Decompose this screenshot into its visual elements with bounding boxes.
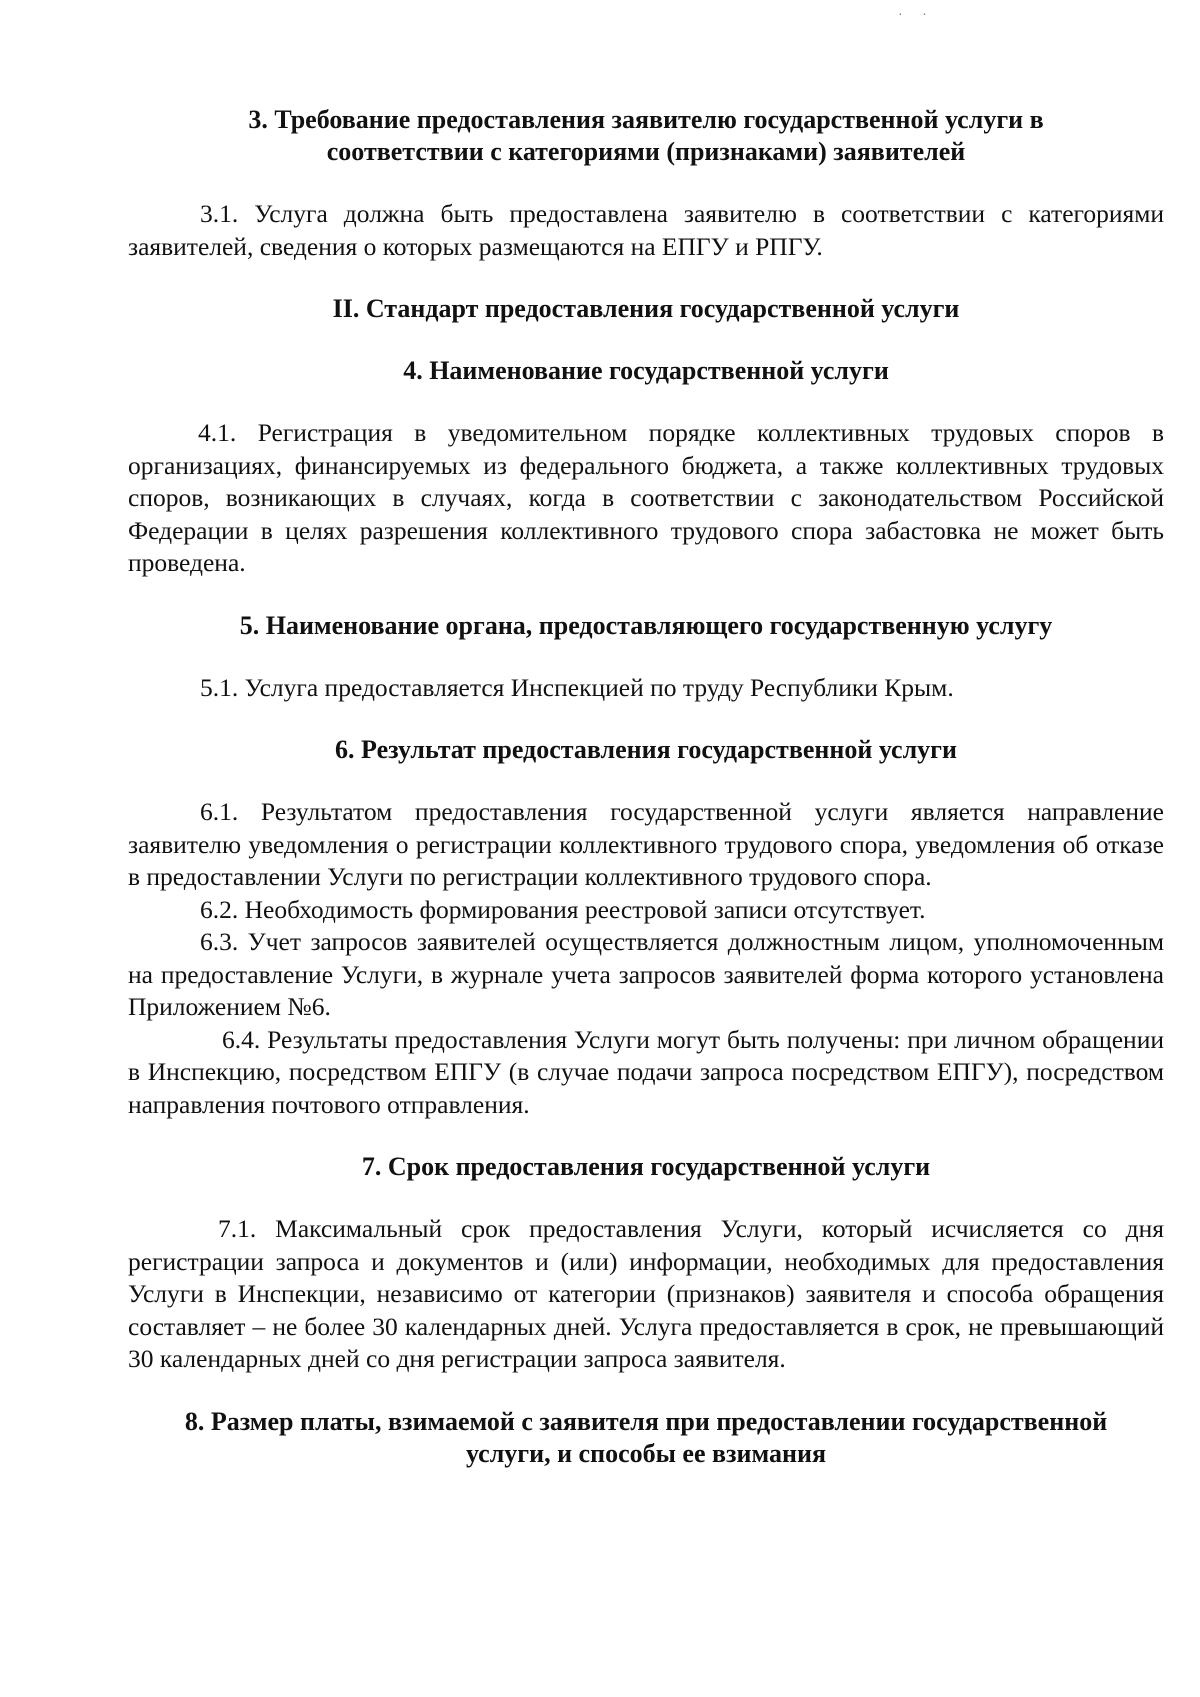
paragraph-4-1: 4.1. Регистрация в уведомительном порядке коллективных трудовых споров в организациях, финансируемых из федерального бюджета, а также коллективных трудовых споров, возникающих в случаях, когда в соответствии с законодательством Российской Федерации в целях разрешения коллективного трудового спора забастовка не может быть проведена.: [128, 418, 1164, 577]
paragraph-3-1: 3.1. Услуга должна быть предоставлена заявителю в соответствии с категориями заявителей, сведения о которых размещаются на ЕПГУ и РПГУ.: [128, 199, 1164, 261]
section-8: [128, 1406, 1164, 1470]
section-5-heading: 5. Наименование органа, предоставляющего государственную услугу: [239, 610, 1053, 640]
section-5: [128, 610, 1164, 705]
paragraph-6-3: 6.3. Учет запросов заявителей осуществляется должностным лицом, уполномоченным на предоставление Услуги, в журнале учета запросов заявителей форма которого установлена Приложением №6.: [128, 927, 1164, 1021]
section-6: [128, 734, 1164, 1121]
paragraph-6-4: 6.4. Результаты предоставления Услуги могут быть получены: при личном обращении в Инспекцию, посредством ЕПГУ (в случае подачи запроса посредством ЕПГУ), посредством направления почтового отправления.: [128, 1024, 1164, 1119]
section-7-heading: 7. Срок предоставления государственной услуги: [361, 1152, 931, 1181]
section-6-heading: 6. Результат предоставления государственной услуги: [335, 735, 957, 764]
section-4: [128, 355, 1164, 580]
paragraph-7-1: 7.1. Максимальный срок предоставления Услуги, который исчисляется со дня регистрации запроса и документов и (или) информации, необходимых для предоставления Услуги в Инспекции, независимо от категории (признаков) заявителя и способа обращения составляет – не более 30 календарных дней. Услуга предоставляется в срок, не превышающий 30 календарных дней со дня регистрации запроса заявителя.: [128, 1214, 1164, 1373]
section-3-heading-line1: 3. Требование предоставления заявителю государственной услуги в: [248, 105, 1044, 134]
section-8-heading-line1: 8. Размер платы, взимаемой с заявителя при предоставлении государственной: [184, 1406, 1108, 1436]
section-3: [128, 104, 1164, 263]
section-7: [128, 1151, 1164, 1376]
part-2-heading: II. Стандарт предоставления государственной услуги: [332, 294, 960, 323]
section-8-heading-line2: услуги, и способы ее взимания: [465, 1438, 827, 1468]
section-3-heading-line2: соответствии с категориями (признаками) заявителей: [326, 137, 966, 166]
paragraph-6-1: 6.1. Результатом предоставления государственной услуги является направление заявителю уведомления о регистрации коллективного трудового спора, уведомления об отказе в предоставлении Услуги по регистрации коллективного трудового спора.: [128, 797, 1164, 891]
part-2: [128, 293, 1164, 325]
section-4-heading: 4. Наименование государственной услуги: [403, 356, 889, 385]
document-page: [128, 104, 1164, 1470]
paragraph-6-2: 6.2. Необходимость формирования реестровой записи отсутствует.: [200, 894, 926, 924]
scan-corner-mark: · ·: [898, 8, 935, 23]
paragraph-5-1: 5.1. Услуга предоставляется Инспекцией по труду Республики Крым.: [200, 672, 954, 702]
